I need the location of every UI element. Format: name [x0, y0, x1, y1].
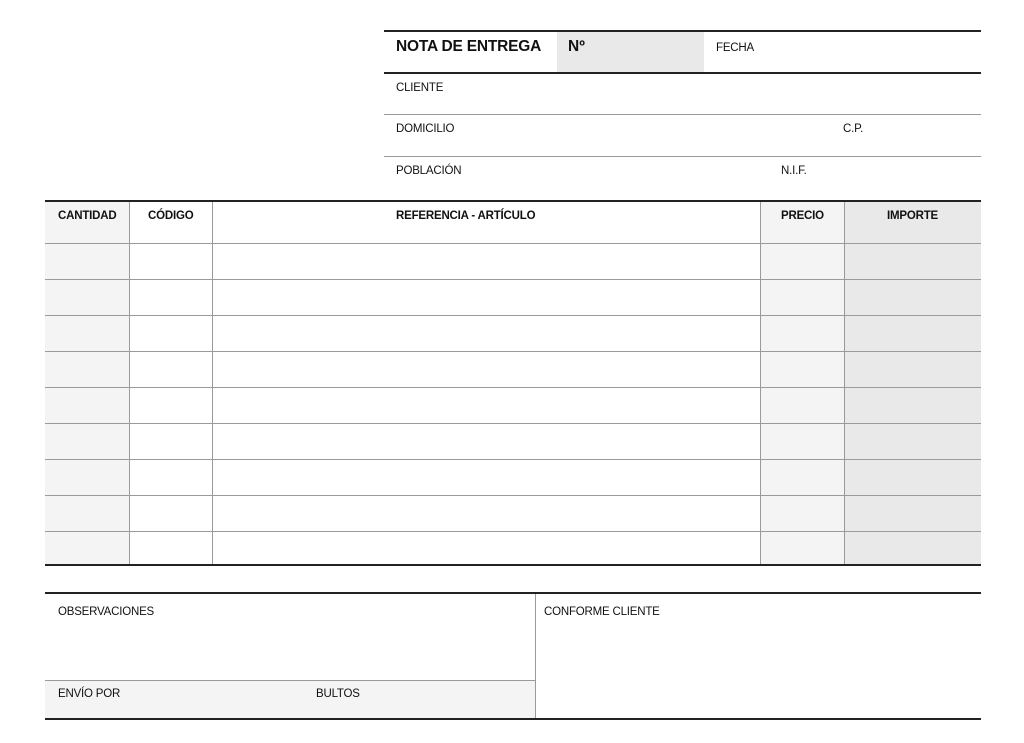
date-label: FECHA: [716, 42, 754, 54]
address-field[interactable]: [384, 115, 981, 156]
column-divider: [760, 202, 761, 564]
client-label: CLIENTE: [396, 82, 444, 94]
shipping-row[interactable]: [45, 680, 535, 718]
postal-code-label: C.P.: [843, 123, 864, 135]
table-row: [45, 315, 981, 316]
table-row: [45, 279, 981, 280]
observations-label: OBSERVACIONES: [58, 606, 155, 618]
client-field[interactable]: [384, 74, 981, 114]
column-header-reference: REFERENCIA - ARTÍCULO: [396, 210, 536, 222]
column-header-amount: IMPORTE: [887, 210, 938, 222]
table-row: [45, 495, 981, 496]
table-row: [45, 531, 981, 532]
document-title: NOTA DE ENTREGA: [396, 38, 542, 55]
footer-block: [45, 592, 981, 720]
packages-label: BULTOS: [316, 688, 360, 700]
table-row: [45, 387, 981, 388]
table-row: [45, 243, 981, 244]
city-field[interactable]: [384, 157, 981, 199]
column-divider: [212, 202, 213, 564]
column-divider: [844, 202, 845, 564]
number-label: Nº: [568, 38, 585, 55]
client-conformity-field[interactable]: [536, 594, 981, 718]
address-label: DOMICILIO: [396, 123, 455, 135]
table-row: [45, 459, 981, 460]
tax-id-label: N.I.F.: [781, 165, 807, 177]
table-row: [45, 423, 981, 424]
column-header-quantity: CANTIDAD: [58, 210, 117, 222]
observations-field[interactable]: [45, 594, 535, 680]
code-column[interactable]: [129, 202, 212, 564]
client-conformity-label: CONFORME CLIENTE: [544, 606, 660, 618]
reference-column[interactable]: [212, 202, 760, 564]
quantity-column[interactable]: [45, 202, 129, 564]
items-table: [45, 200, 981, 566]
shipping-label: ENVÍO POR: [58, 688, 121, 700]
column-header-price: PRECIO: [781, 210, 824, 222]
amount-column[interactable]: [844, 202, 981, 564]
city-label: POBLACIÓN: [396, 165, 462, 177]
column-header-code: CÓDIGO: [148, 210, 194, 222]
price-column[interactable]: [760, 202, 844, 564]
table-row: [45, 351, 981, 352]
column-divider: [129, 202, 130, 564]
